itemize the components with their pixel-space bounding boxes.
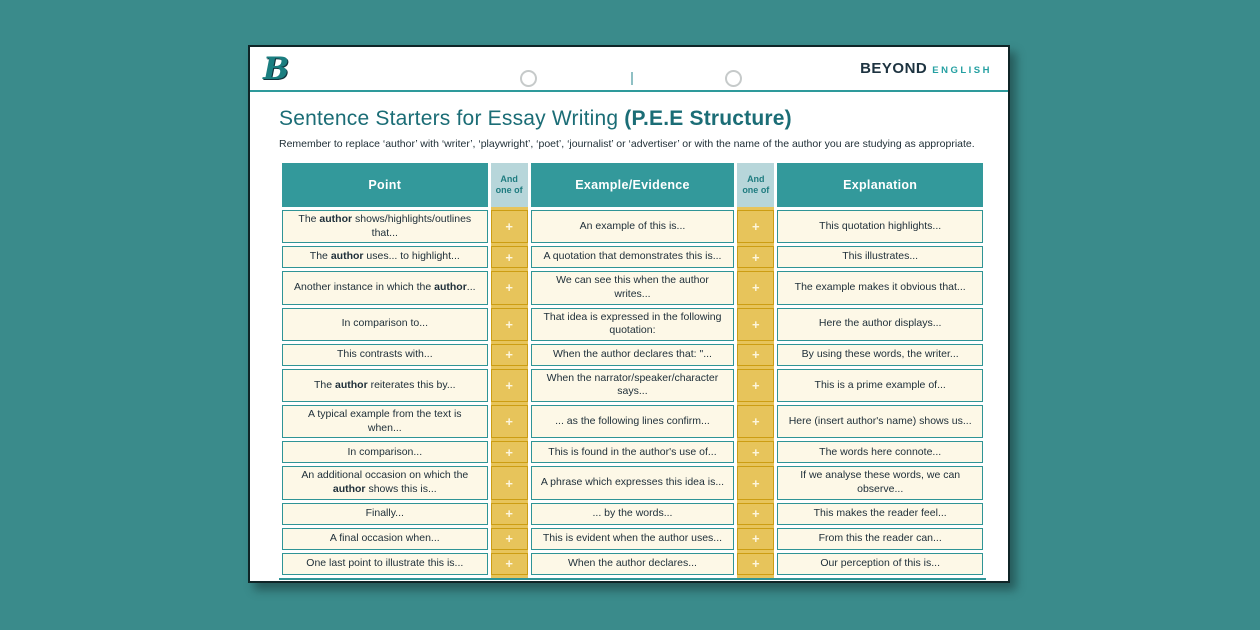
plus-connector-icon: +	[491, 503, 528, 525]
example-cell: When the author declares that: "...	[531, 344, 735, 366]
brand-bar	[250, 47, 1008, 92]
plus-connector-icon: +	[491, 271, 528, 304]
table-row	[282, 271, 983, 304]
table-row	[282, 210, 983, 243]
plus-connector-icon: +	[737, 210, 774, 243]
plus-connector-icon: +	[737, 528, 774, 550]
punch-hole-right	[725, 70, 742, 87]
point-cell: This contrasts with...	[282, 344, 488, 366]
point-cell: In comparison to...	[282, 308, 488, 341]
worksheet-card	[248, 45, 1010, 583]
example-cell: A phrase which expresses this idea is...	[531, 466, 735, 499]
plus-connector-icon: +	[491, 553, 528, 575]
explanation-cell: If we analyse these words, we can observe...	[777, 466, 983, 499]
table-row	[282, 308, 983, 341]
point-cell: In comparison...	[282, 441, 488, 463]
explanation-cell: By using these words, the writer...	[777, 344, 983, 366]
plus-connector-icon: +	[491, 210, 528, 243]
plus-connector-icon: +	[737, 553, 774, 575]
punch-hole-left	[520, 70, 537, 87]
explanation-cell: The words here connote...	[777, 441, 983, 463]
brand-secondary-label: ENGLISH	[932, 65, 992, 76]
table-row	[282, 369, 983, 402]
page-title	[279, 107, 982, 131]
plus-connector-icon: +	[491, 441, 528, 463]
plus-connector-icon: +	[491, 466, 528, 499]
column-header-point: Point	[282, 163, 488, 207]
point-cell: One last point to illustrate this is...	[282, 553, 488, 575]
plus-connector-icon: +	[491, 308, 528, 341]
explanation-cell: This quotation highlights...	[777, 210, 983, 243]
table-row	[282, 344, 983, 366]
plus-connector-icon: +	[491, 246, 528, 268]
divider-tick	[631, 72, 633, 85]
explanation-cell: Here the author displays...	[777, 308, 983, 341]
explanation-cell: From this the reader can...	[777, 528, 983, 550]
point-cell: Finally...	[282, 503, 488, 525]
explanation-cell: Here (insert author's name) shows us...	[777, 405, 983, 438]
point-cell: Another instance in which the author...	[282, 271, 488, 304]
plus-connector-icon: +	[737, 503, 774, 525]
plus-connector-icon: +	[737, 246, 774, 268]
column-header-explanation: Explanation	[777, 163, 983, 207]
plus-connector-icon: +	[491, 405, 528, 438]
point-cell: An additional occasion on which the author shows this is...	[282, 466, 488, 499]
point-cell: A typical example from the text is when...	[282, 405, 488, 438]
example-cell: This is evident when the author uses...	[531, 528, 735, 550]
table-row	[282, 246, 983, 268]
beyond-logo-icon: B	[263, 51, 290, 87]
example-cell: We can see this when the author writes...	[531, 271, 735, 304]
table-row	[282, 405, 983, 438]
plus-connector-icon: +	[491, 344, 528, 366]
example-cell: A quotation that demonstrates this is...	[531, 246, 735, 268]
explanation-cell: This illustrates...	[777, 246, 983, 268]
example-cell: When the author declares...	[531, 553, 735, 575]
explanation-cell: This is a prime example of...	[777, 369, 983, 402]
explanation-cell: Our perception of this is...	[777, 553, 983, 575]
example-cell: When the narrator/speaker/character says...	[531, 369, 735, 402]
point-cell: A final occasion when...	[282, 528, 488, 550]
plus-connector-icon: +	[737, 369, 774, 402]
table-row	[282, 553, 983, 575]
table-row	[282, 528, 983, 550]
subtitle: Remember to replace ‘author’ with ‘writer’, ‘playwright’, ‘poet’, ‘journalist’ or ‘advertiser’ or with the name of the author you are studying as appropriate.	[279, 138, 975, 150]
example-cell: An example of this is...	[531, 210, 735, 243]
explanation-cell: This makes the reader feel...	[777, 503, 983, 525]
example-cell: ... as the following lines confirm...	[531, 405, 735, 438]
plus-connector-icon: +	[491, 369, 528, 402]
page-title-highlight: (P.E.E Structure)	[624, 107, 792, 130]
brand-primary-label: BEYOND	[860, 60, 928, 77]
example-cell: This is found in the author's use of...	[531, 441, 735, 463]
sentence-starters-table	[279, 160, 986, 580]
plus-connector-icon: +	[737, 344, 774, 366]
example-cell: ... by the words...	[531, 503, 735, 525]
column-header-and-one-of-1: And one of	[491, 163, 528, 207]
worksheet-content	[250, 92, 1008, 580]
point-cell: The author uses... to highlight...	[282, 246, 488, 268]
table-row	[282, 466, 983, 499]
column-header-example-evidence: Example/Evidence	[531, 163, 735, 207]
plus-connector-icon: +	[737, 271, 774, 304]
page-title-main: Sentence Starters for Essay Writing	[279, 107, 625, 130]
plus-connector-icon: +	[491, 528, 528, 550]
column-header-and-one-of-2: And one of	[737, 163, 774, 207]
point-cell: The author shows/highlights/outlines that...	[282, 210, 488, 243]
plus-connector-icon: +	[737, 405, 774, 438]
table-row	[282, 441, 983, 463]
table-row	[282, 503, 983, 525]
brand-wordmark	[860, 60, 992, 78]
table-header-row	[282, 163, 983, 207]
plus-connector-icon: +	[737, 308, 774, 341]
example-cell: That idea is expressed in the following quotation:	[531, 308, 735, 341]
point-cell: The author reiterates this by...	[282, 369, 488, 402]
plus-connector-icon: +	[737, 441, 774, 463]
explanation-cell: The example makes it obvious that...	[777, 271, 983, 304]
plus-connector-icon: +	[737, 466, 774, 499]
